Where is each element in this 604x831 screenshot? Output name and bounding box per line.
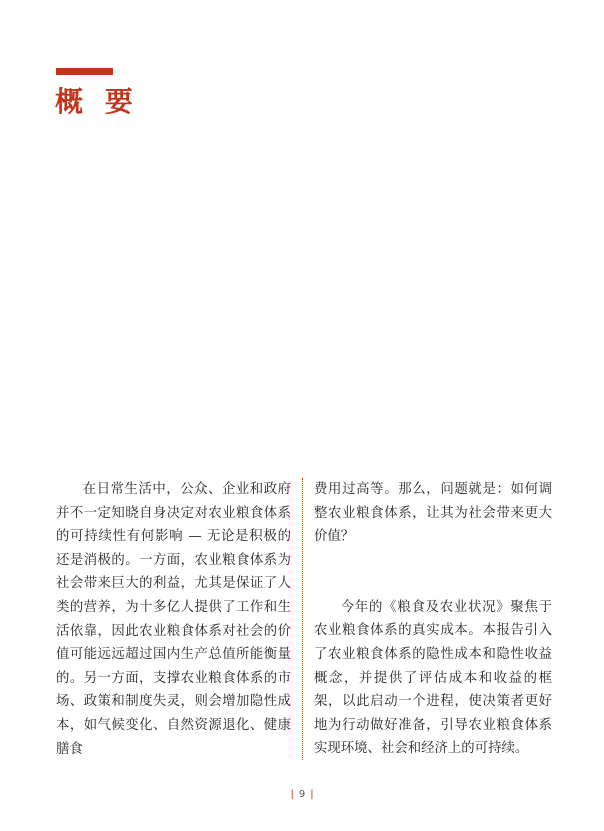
title-accent-bar xyxy=(56,68,113,75)
page-number: 9 xyxy=(298,789,306,800)
body-paragraph-report-focus: 今年的《粮食及农业状况》聚焦于农业粮食体系的真实成本。本报告引入了农业粮食体系的隐性成本和隐性收益概念，并提供了评估成本和收益的框架，以此启动一个进程，使决策者更好地为行动做好准备，引导农业粮食体系实现环境、社会和经济上的可持续。 xyxy=(314,599,552,757)
paragraph-spacer xyxy=(314,549,552,596)
body-paragraph-continued: 费用过高等。那么，问题就是：如何调整农业粮食体系，让其为社会带来更大价值？ xyxy=(314,482,552,545)
text-column-left xyxy=(56,478,291,761)
column-divider xyxy=(302,478,303,760)
text-column-right xyxy=(314,478,552,761)
footer-separator-right: | xyxy=(310,789,314,800)
footer-separator-left: | xyxy=(290,789,294,800)
page-footer xyxy=(0,788,604,802)
page-title: 概 要 xyxy=(55,85,139,118)
body-paragraph-intro: 在日常生活中，公众、企业和政府并不一定知晓自身决定对农业粮食体系的可持续性有何影响 — 无论是积极的还是消极的。一方面，农业粮食体系为社会带来巨大的利益，尤其是保证了人类的营养，为十多亿人提供了工作和生活依靠，因此农业粮食体系对社会的价值可能远远超过国内生产总值所能衡量的。另一方面，支撑农业粮食体系的市场、政策和制度失灵，则会增加隐性成本，如气候变化、自然资源退化、健康膳食 xyxy=(56,482,291,757)
